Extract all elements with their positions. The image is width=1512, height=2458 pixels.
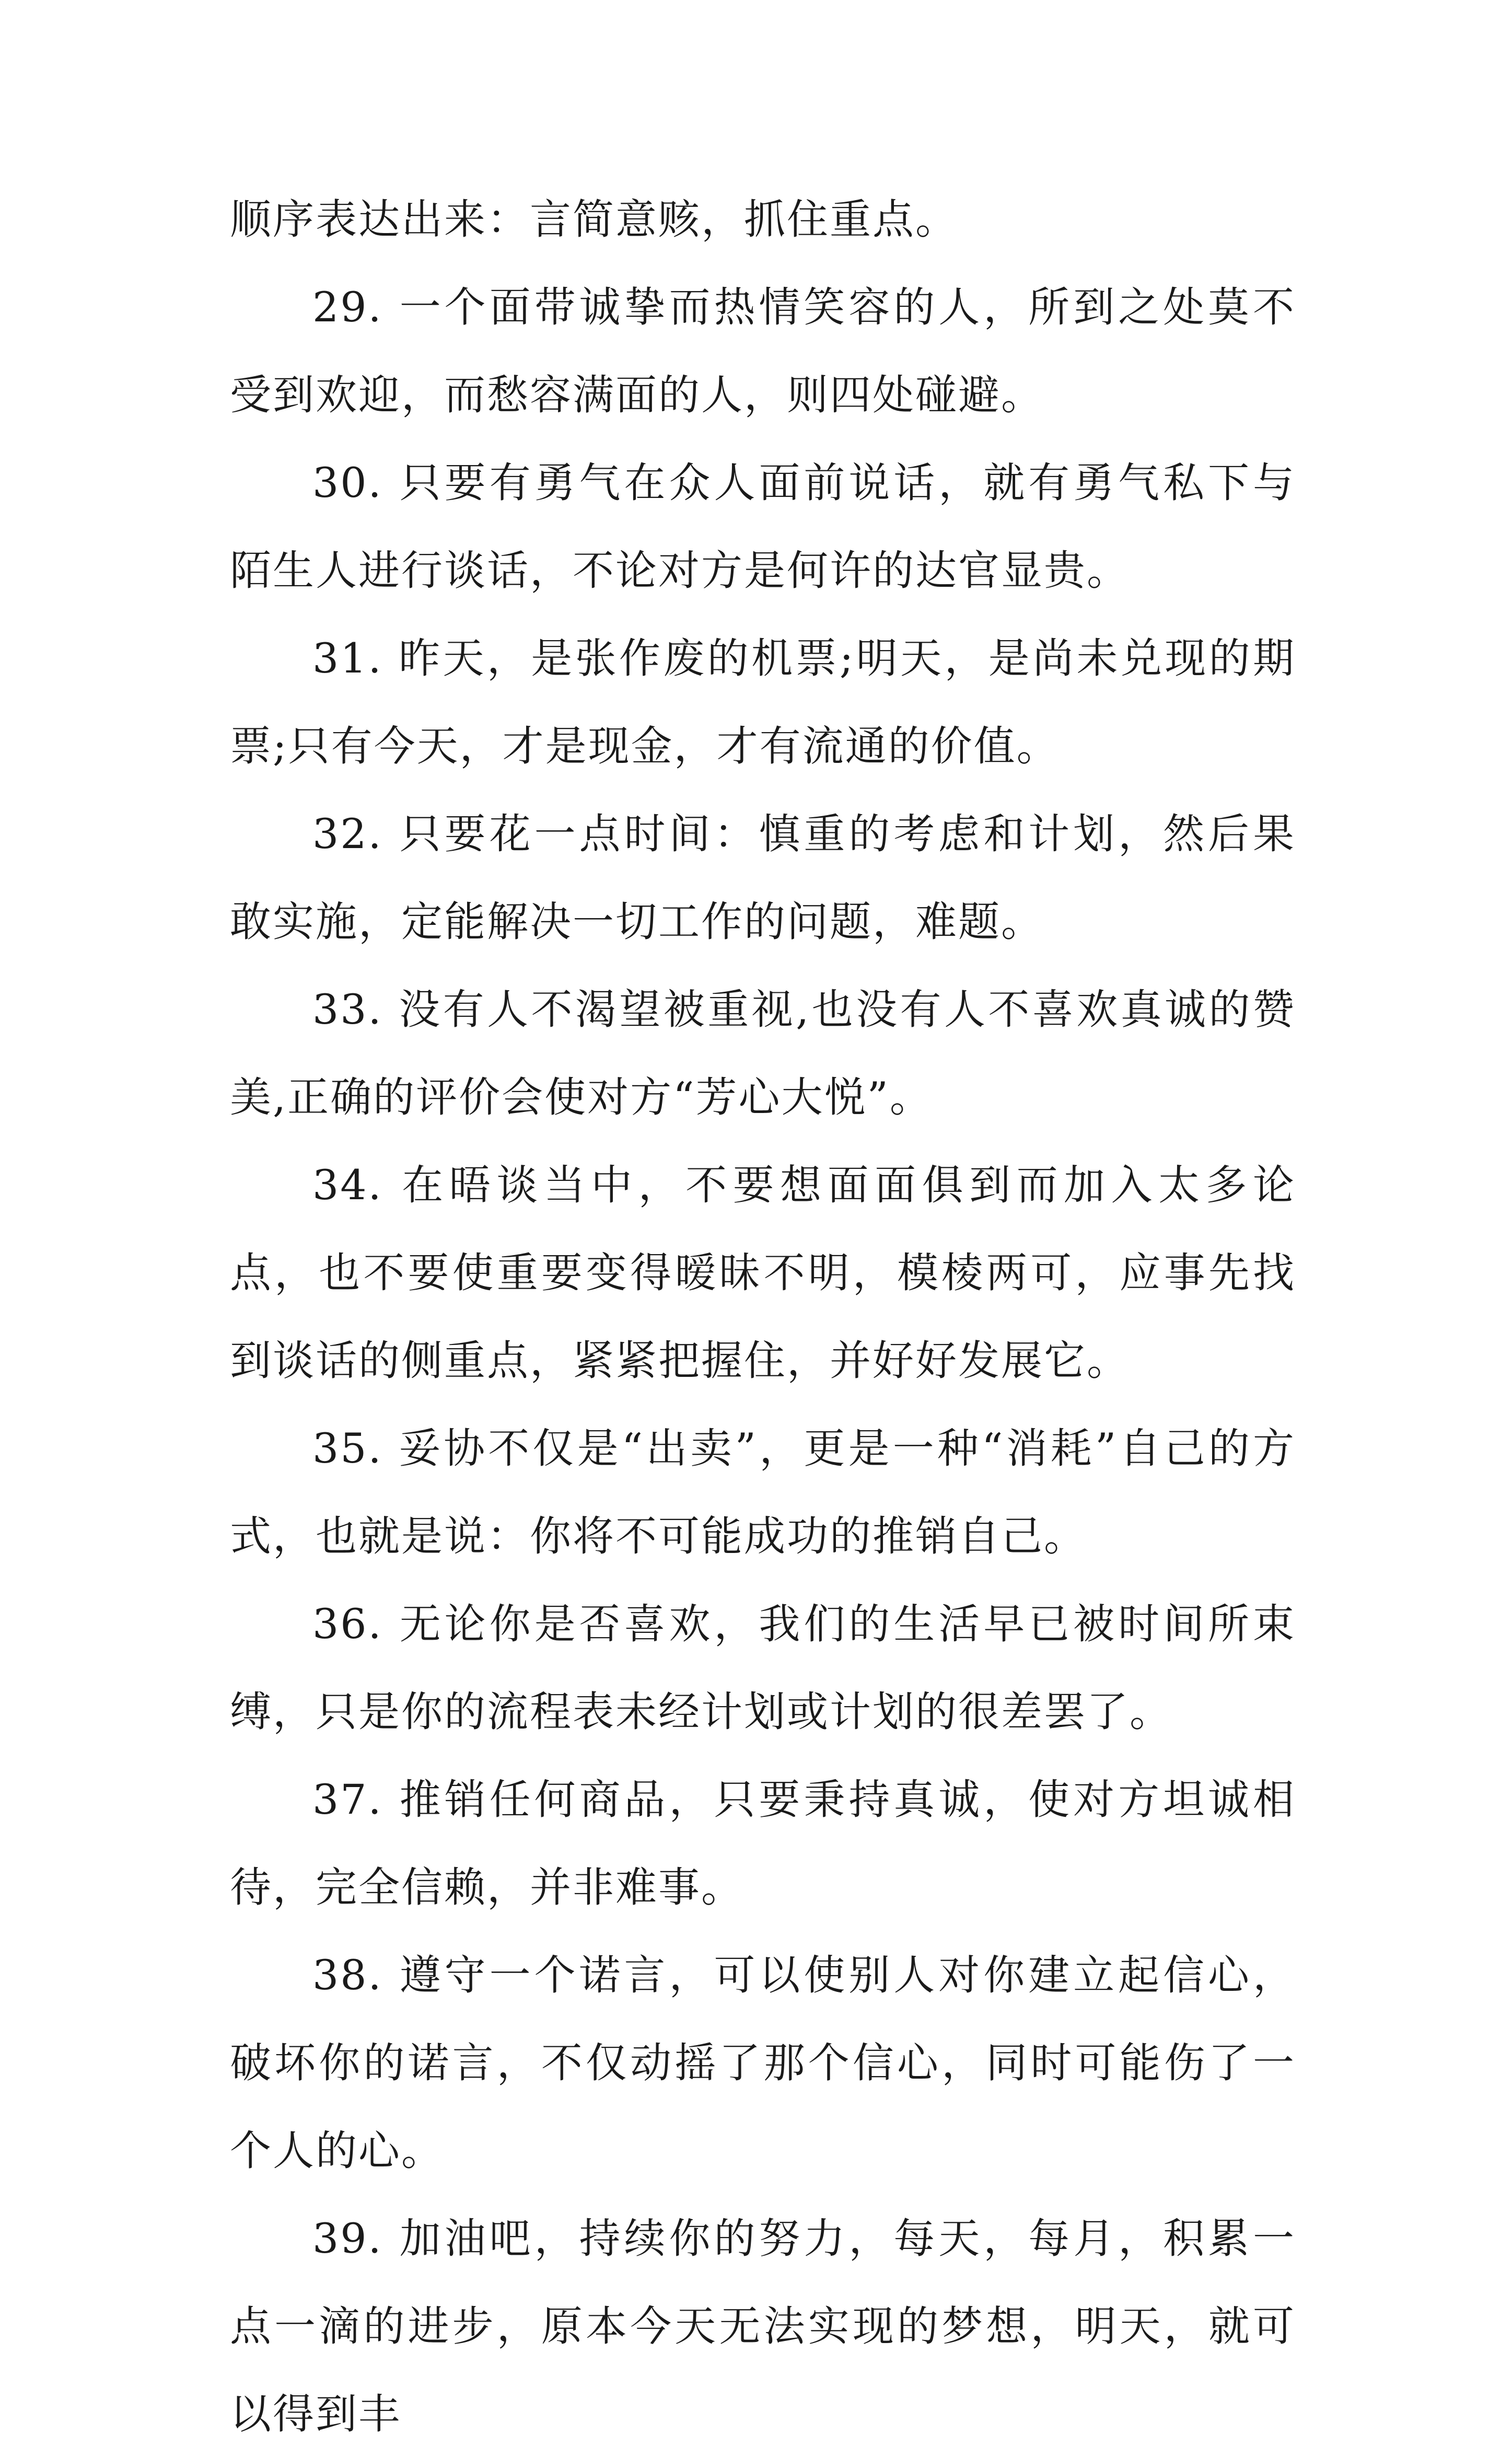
paragraph-continuation: 顺序表达出来：言简意赅，抓住重点。 — [230, 195, 958, 244]
paragraph-item-38: 38. 遵守一个诺言，可以使别人对你建立起信心，破坏你的诺言，不仅动摇了那个信心，同时可能伤了一个人的心。 — [230, 1951, 1296, 2175]
paragraph-item-31: 31. 昨天，是张作废的机票;明天，是尚未兑现的期票;只有今天，才是现金，才有流通的价值。 — [230, 634, 1296, 770]
paragraph-item-29: 29. 一个面带诚挚而热情笑容的人，所到之处莫不受到欢迎，而愁容满面的人，则四处碰避。 — [230, 283, 1296, 419]
paragraph-item-30: 30. 只要有勇气在众人面前说话，就有勇气私下与陌生人进行谈话，不论对方是何许的达官显贵。 — [230, 459, 1296, 595]
paragraph-item-39: 39. 加油吧，持续你的努力，每天，每月，积累一点一滴的进步，原本今天无法实现的梦想，明天，就可以得到丰 — [230, 2214, 1296, 2438]
paragraph-item-35: 35. 妥协不仅是“出卖”，更是一种“消耗”自己的方式，也就是说：你将不可能成功的推销自己。 — [230, 1424, 1296, 1560]
paragraph-item-37: 37. 推销任何商品，只要秉持真诚，使对方坦诚相待，完全信赖，并非难事。 — [230, 1776, 1296, 1911]
document-body — [230, 176, 1296, 2458]
paragraph-item-34: 34. 在晤谈当中，不要想面面俱到而加入太多论点，也不要使重要变得暧昧不明，模棱两可，应事先找到谈话的侧重点，紧紧把握住，并好好发展它。 — [230, 1161, 1296, 1385]
paragraph-item-33: 33. 没有人不渴望被重视,也没有人不喜欢真诚的赞美,正确的评价会使对方“芳心大悦”。 — [230, 985, 1296, 1121]
paragraph-item-36: 36. 无论你是否喜欢，我们的生活早已被时间所束缚，只是你的流程表未经计划或计划的很差罢了。 — [230, 1600, 1296, 1736]
paragraph-item-32: 32. 只要花一点时间：慎重的考虑和计划，然后果敢实施，定能解决一切工作的问题，难题。 — [230, 810, 1296, 946]
